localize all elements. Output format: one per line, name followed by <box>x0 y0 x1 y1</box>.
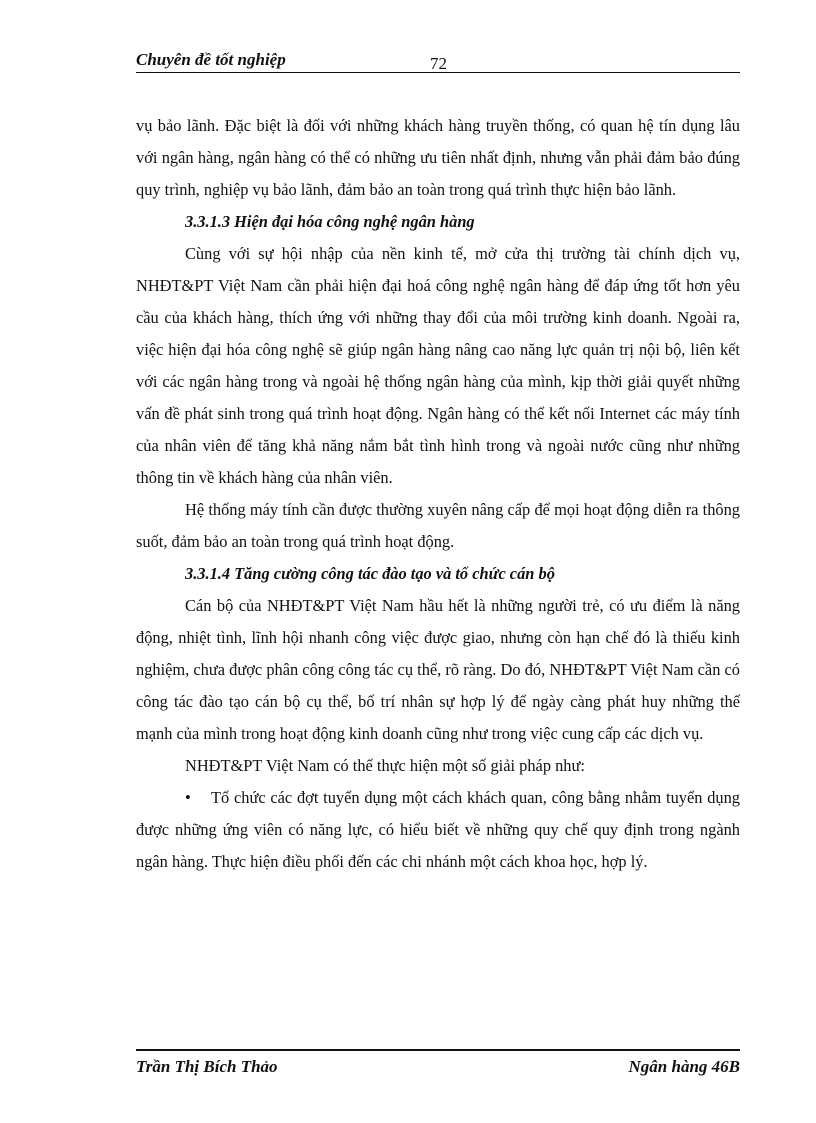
document-title: Chuyên đề tốt nghiệp <box>136 50 286 69</box>
bullet-text: Tổ chức các đợt tuyển dụng một cách khách quan, công bằng nhằm tuyển dụng được những ứng viên có năng lực, có hiểu biết về những quy chế quy định trong ngành ngân hàng. Thực hiện điều phối đến các chi nhánh một cách khoa học, hợp lý. <box>136 788 740 871</box>
section-heading-3-3-1-4: 3.3.1.4 Tăng cường công tác đào tạo và tổ chức cán bộ <box>185 564 555 583</box>
paragraph-staff: Cán bộ của NHĐT&PT Việt Nam hầu hết là những người trẻ, có ưu điểm là năng động, nhiệt tình, lĩnh hội nhanh công việc được giao, nhưng còn hạn chế đó là thiếu kinh nghiệm, chưa được phân công công tác cụ thể, rõ ràng. Do đó, NHĐT&PT Việt Nam cần có công tác đào tạo cán bộ cụ thể, bố trí nhân sự hợp lý để ngày càng phát huy những thế mạnh của mình trong hoạt động kinh doanh cũng như trong việc cung cấp các dịch vụ. <box>136 596 740 743</box>
paragraph-technology: Cùng với sự hội nhập của nền kinh tế, mở cửa thị trường tài chính dịch vụ, NHĐT&PT Việt Nam cần phải hiện đại hoá công nghệ ngân hàng để đáp ứng tốt hơn yêu cầu của khách hàng, thích ứng với những thay đổi của môi trường kinh doanh. Ngoài ra, việc hiện đại hóa công nghệ sẽ giúp ngân hàng nâng cao năng lực quản trị nội bộ, liên kết với các ngân hàng trong và ngoài hệ thống ngân hàng của mình, kịp thời giải quyết những vấn đề phát sinh trong quá trình hoạt động. Ngân hàng có thể kết nối Internet các máy tính của nhân viên để tăng khả năng nắm bắt tình hình trong và ngoài nước cũng như những thông tin về khách hàng của nhân viên. <box>136 244 740 487</box>
page-body <box>136 110 740 878</box>
page-number: 72 <box>430 54 447 73</box>
bullet-item <box>136 782 740 878</box>
page-footer <box>136 1049 740 1083</box>
page-header <box>136 48 740 73</box>
section-heading-3-3-1-3: 3.3.1.3 Hiện đại hóa công nghệ ngân hàng <box>185 212 475 231</box>
paragraph-computer-system: Hệ thống máy tính cần được thường xuyên nâng cấp để mọi hoạt động diễn ra thông suốt, đảm bảo an toàn trong quá trình hoạt động. <box>136 500 740 551</box>
bullet-icon: • <box>185 788 191 807</box>
footer-author: Trần Thị Bích Thảo <box>136 1057 278 1076</box>
paragraph-solutions-intro: NHĐT&PT Việt Nam có thể thực hiện một số giải pháp như: <box>185 756 585 775</box>
paragraph-continuation: vụ bảo lãnh. Đặc biệt là đối với những khách hàng truyền thống, có quan hệ tín dụng lâu với ngân hàng, ngân hàng có thể có những ưu tiên nhất định, nhưng vẫn phải đảm bảo đúng quy trình, nghiệp vụ bảo lãnh, đảm bảo an toàn trong quá trình thực hiện bảo lãnh. <box>136 116 740 199</box>
footer-department: Ngân hàng 46B <box>628 1057 740 1076</box>
